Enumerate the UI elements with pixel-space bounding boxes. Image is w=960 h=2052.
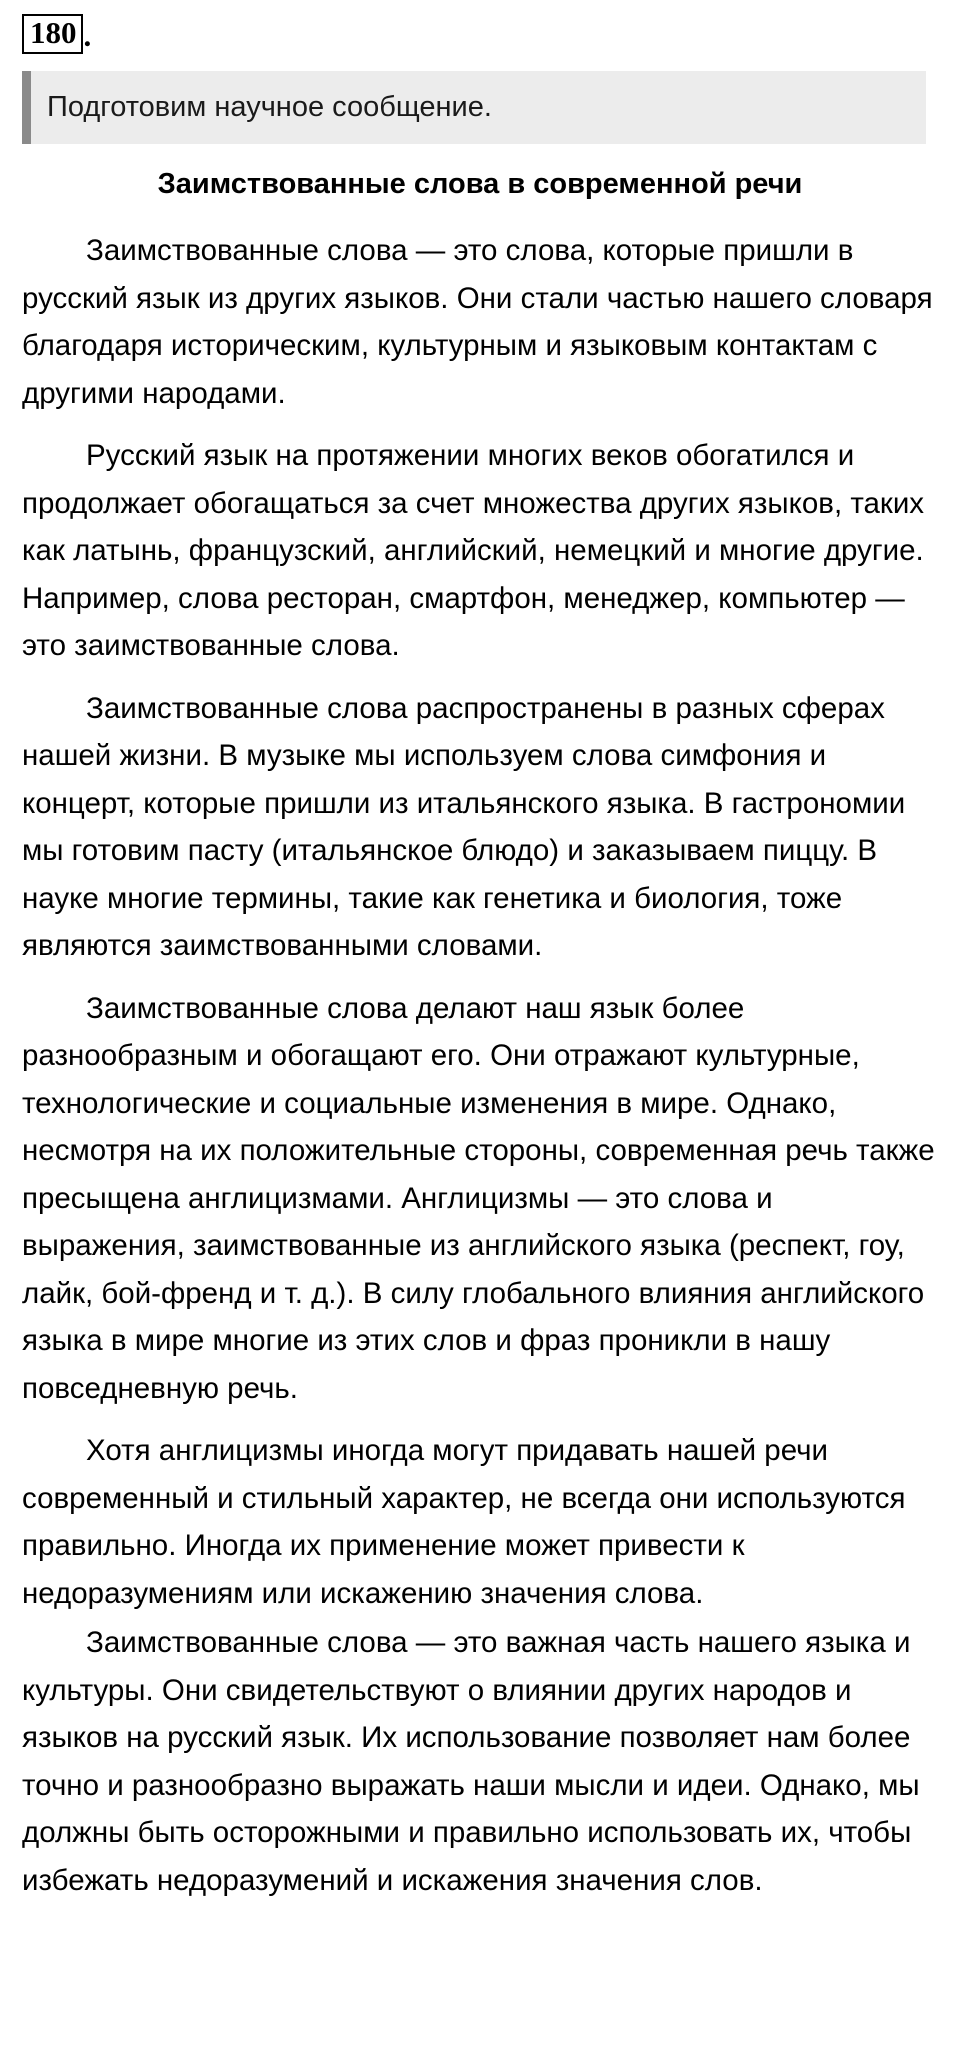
task-banner-text: Подготовим научное сообщение. xyxy=(47,91,492,123)
article-body xyxy=(22,227,942,1919)
paragraph-5: Хотя англицизмы иногда могут придавать нашей речи современный и стильный характер, не всегда они используются правильно. Иногда их применение может привести к недоразумениям или искажению значения слова. xyxy=(22,1434,906,1610)
article-title: Заимствованные слова в современной речи xyxy=(157,168,803,200)
paragraph-2: Русский язык на протяжении многих веков обогатился и продолжает обогащаться за счет множества других языков, таких как латынь, французский, английский, немецкий и многие другие. Например, слова ресторан, смартфон, менеджер, компьютер — это заимствованные слова. xyxy=(22,439,925,662)
task-number-box: 180 xyxy=(22,14,83,54)
task-number xyxy=(22,14,91,54)
task-number-dot: . xyxy=(83,18,92,53)
paragraph-6: Заимствованные слова — это важная часть нашего языка и культуры. Они свидетельствуют о влиянии других народов и языков на русский язык. Их использование позволяет нам более точно и разнообразно выражать наши мысли и идеи. Однако, мы должны быть осторожными и правильно использовать их, чтобы избежать недоразумений и искажения значения слов. xyxy=(22,1626,920,1897)
paragraph-3: Заимствованные слова распространены в разных сферах нашей жизни. В музыке мы используем слова симфония и концерт, которые пришли из итальянского языка. В гастрономии мы готовим пасту (итальянское блюдо) и заказываем пиццу. В науке многие термины, такие как генетика и биология, тоже являются заимствованными словами. xyxy=(22,691,906,962)
task-banner xyxy=(22,71,926,144)
paragraph-1: Заимствованные слова — это слова, которые пришли в русский язык из других языков. Они стали частью нашего словаря благодаря историческим, культурным и языковым контактам с другими народами. xyxy=(22,234,933,410)
paragraph-4: Заимствованные слова делают наш язык более разнообразным и обогащают его. Они отражают культурные, технологические и социальные изменения в мире. Однако, несмотря на их положительные стороны, современная речь также пресыщена англицизмами. Англицизмы — это слова и выражения, заимствованные из английского языка (респект, гоу, лайк, бой-френд и т. д.). В силу глобального влияния английского языка в мире многие из этих слов и фраз проникли в нашу повседневную речь. xyxy=(22,991,935,1405)
